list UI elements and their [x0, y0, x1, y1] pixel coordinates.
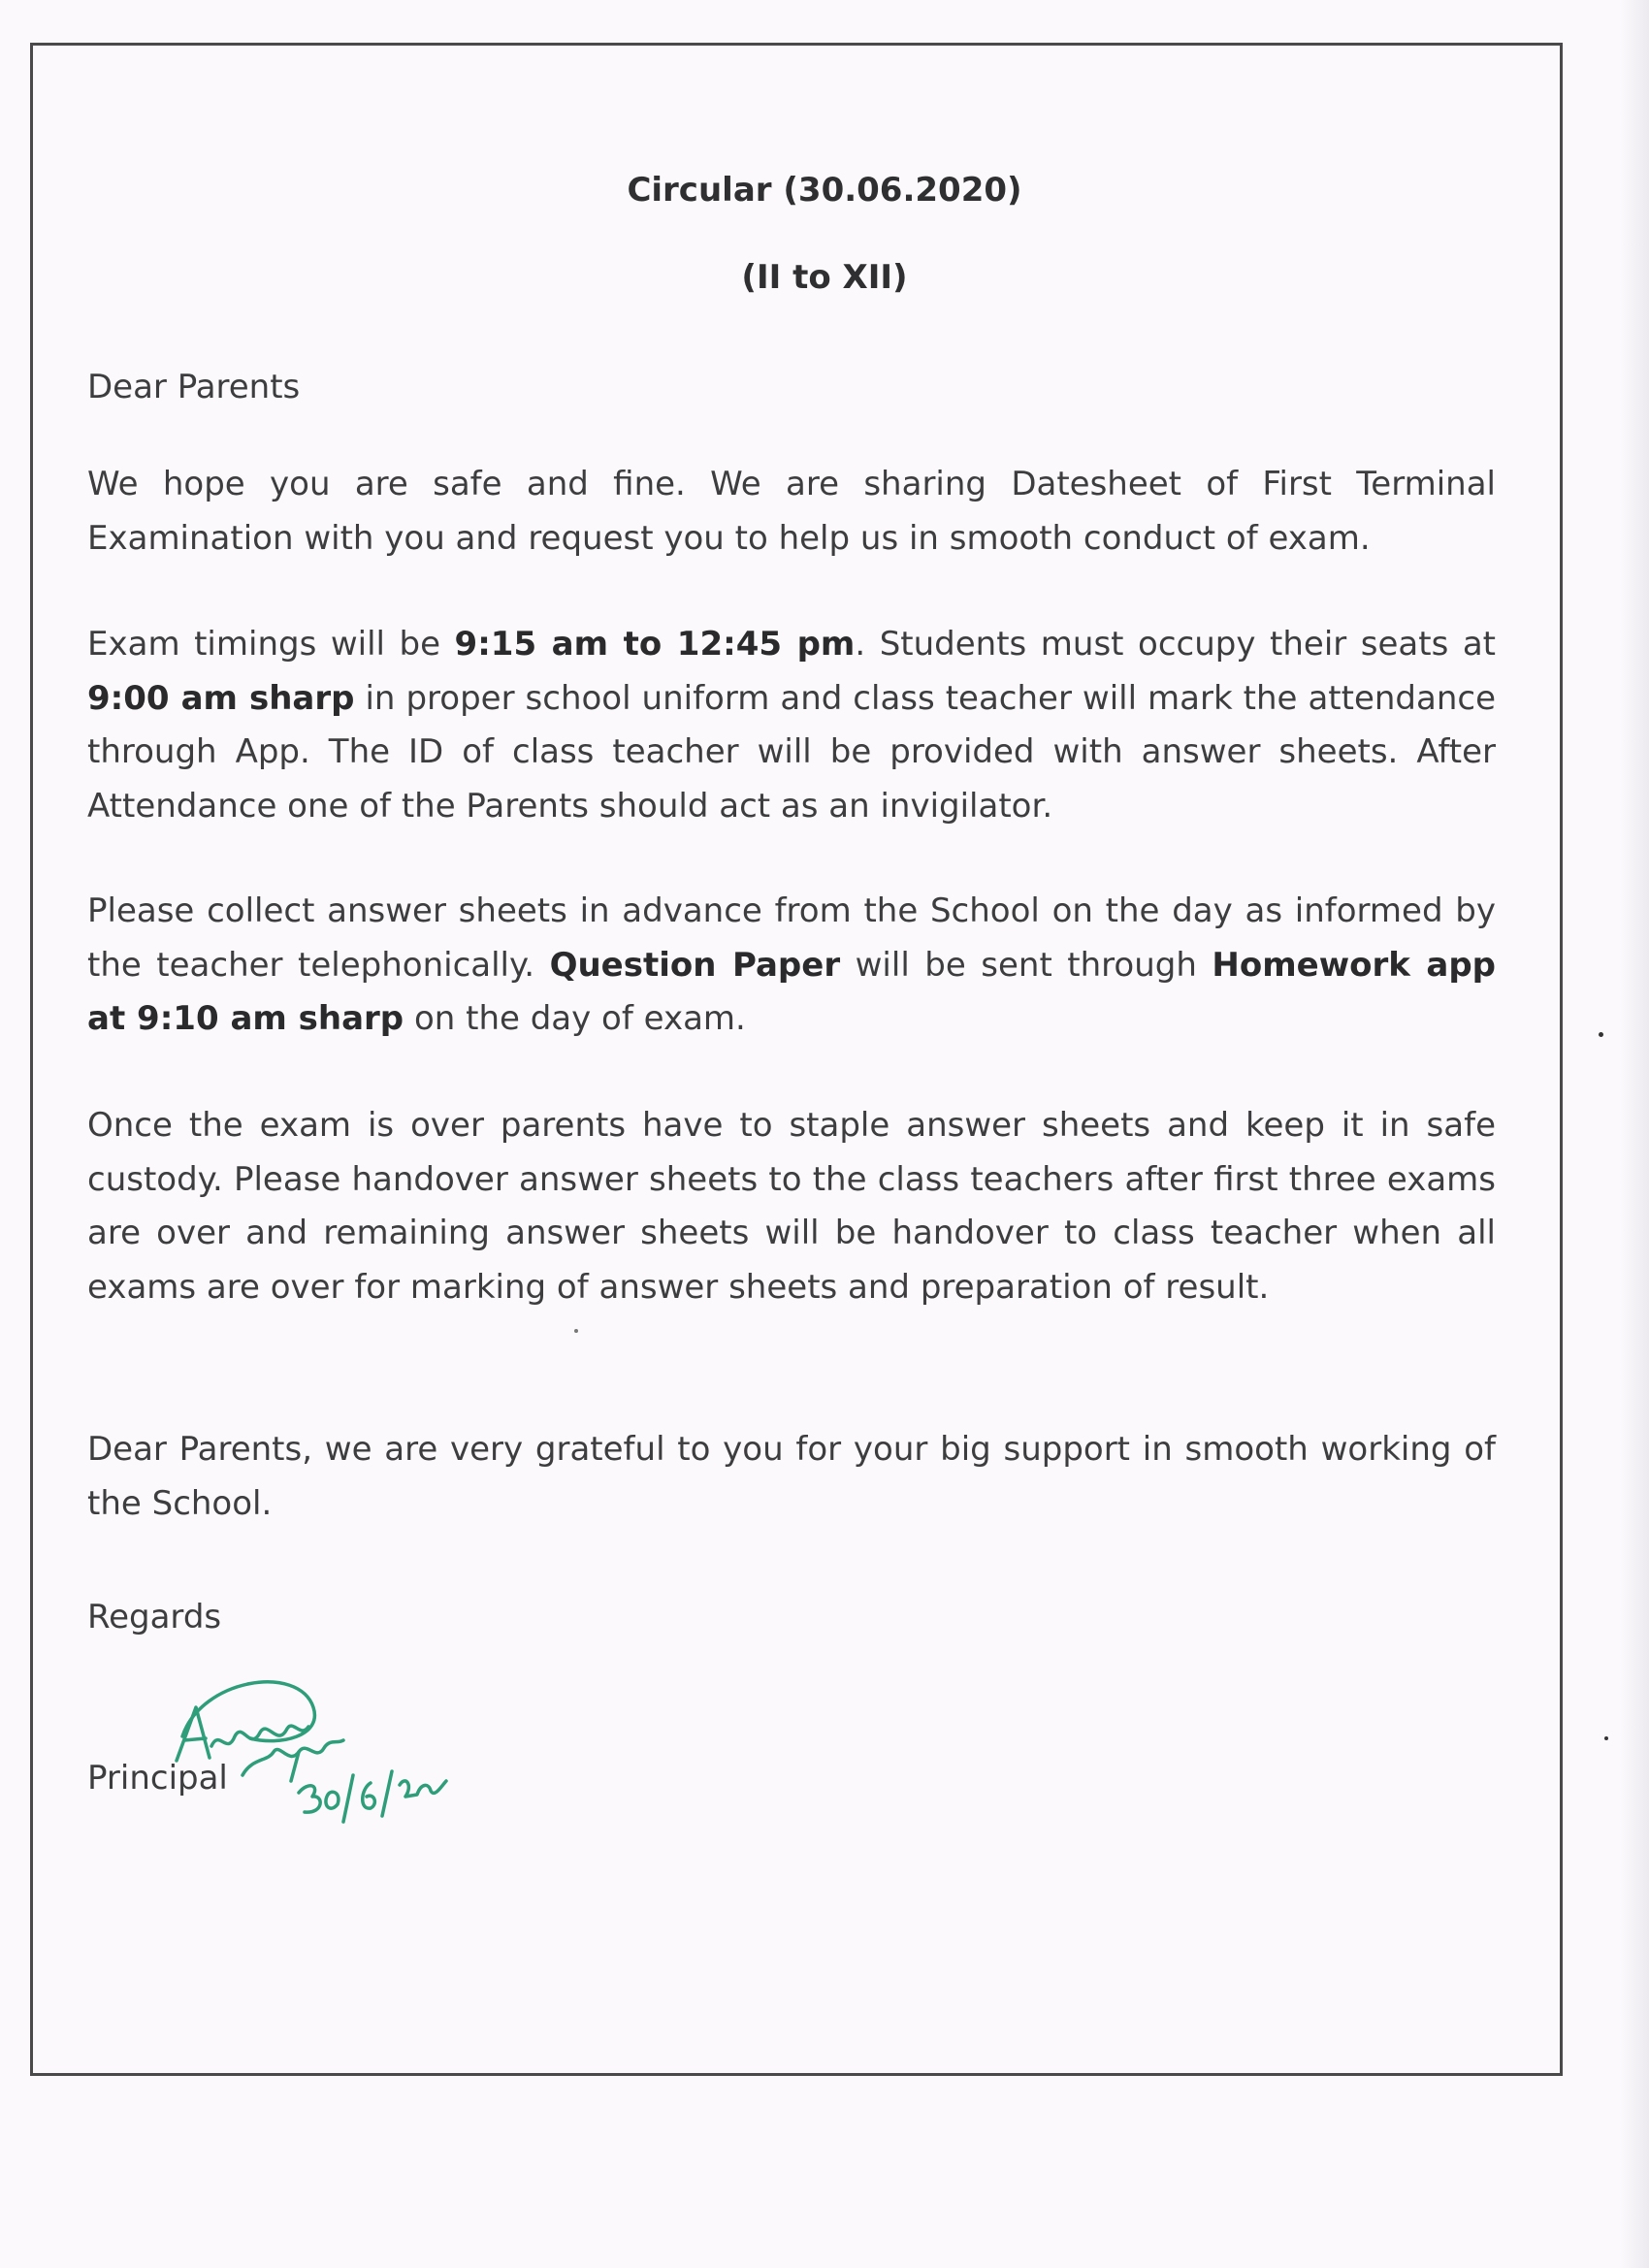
homework-app-emphasis: Homework app at 9:10 am sharp	[87, 945, 1496, 1038]
exam-time-range: 9:15 am to 12:45 pm	[454, 625, 856, 664]
paragraph-answer-sheets	[87, 885, 1496, 1047]
scan-speck	[574, 1329, 578, 1333]
scan-speck	[1604, 1736, 1608, 1740]
text: will be sent through	[840, 945, 1212, 985]
circular-classes: (II to XII)	[741, 258, 908, 297]
salutation: Dear Parents	[87, 368, 301, 406]
paragraph-custody: Once the exam is over parents have to staple answer sheets and keep it in safe custody. Please handover answer sheets to the class teachers after first three exams are over and remaining answer sheets will be handover to class teacher when all exams are over for marking of answer sheets and preparation of result.	[87, 1106, 1496, 1307]
page-edge-shadow	[1620, 0, 1649, 2268]
reporting-time: 9:00 am sharp	[87, 678, 355, 718]
paragraph-exam-timings	[87, 618, 1496, 833]
text: in proper school uniform and class teacher will mark the attendance through App. The ID of class teacher will be provided with answer sheets. After Attendance one of the Parents should act as an invigilator.	[87, 678, 1497, 826]
text: Please collect answer sheets in advance from the School on the day as informed by the teacher telephonically.	[87, 891, 1496, 985]
scan-speck	[1599, 1032, 1603, 1037]
signature-icon	[163, 1669, 454, 1824]
closing-regards: Regards	[87, 1598, 222, 1636]
text: on the day of exam.	[404, 999, 746, 1038]
paragraph-gratitude: Dear Parents, we are very grateful to you for your big support in smooth working of the School.	[87, 1430, 1496, 1523]
text: . Students must occupy their seats at	[855, 625, 1497, 664]
paragraph-intro: We hope you are safe and fine. We are sharing Datesheet of First Terminal Examination with you and request you to help us in smooth conduct of exam.	[87, 465, 1496, 558]
text: Exam timings will be	[87, 625, 455, 664]
question-paper-emphasis: Question Paper	[549, 945, 841, 985]
designation-principal: Principal	[87, 1759, 228, 1798]
circular-title: Circular (30.06.2020)	[627, 171, 1022, 210]
